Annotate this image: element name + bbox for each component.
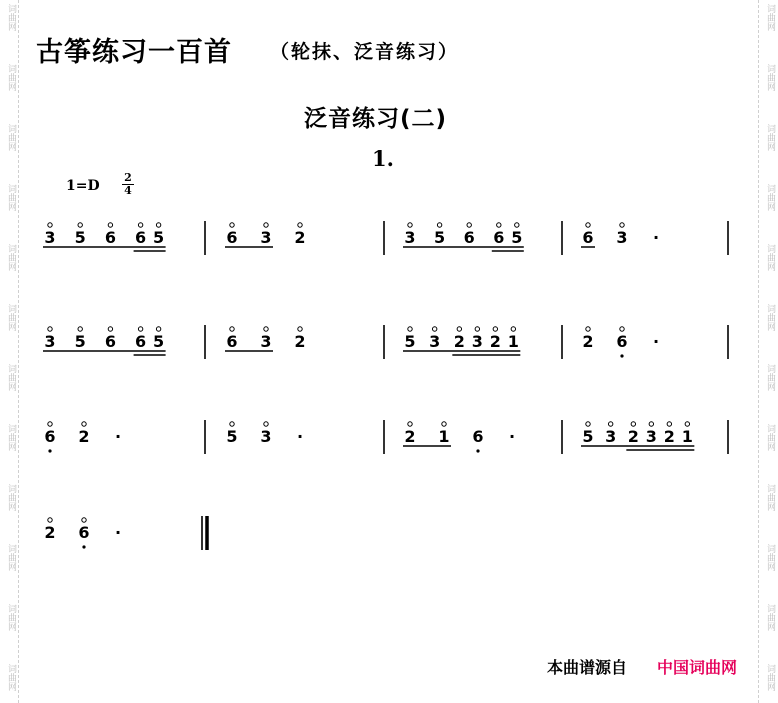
harmonic-circle xyxy=(230,422,234,426)
note-digit: 3 xyxy=(471,332,483,351)
augmentation-dot: · xyxy=(652,228,660,247)
note-digit: 6 xyxy=(135,332,147,351)
note-digit: 2 xyxy=(78,427,90,446)
harmonic-circle xyxy=(156,327,160,331)
harmonic-circle xyxy=(586,327,590,331)
watermark-text: 词曲网 xyxy=(6,664,16,691)
note-digit: 3 xyxy=(44,228,56,247)
harmonic-circle xyxy=(82,518,86,522)
watermark-text: 词曲网 xyxy=(6,124,16,151)
source-site-link[interactable]: 中国词曲网 xyxy=(657,658,738,677)
watermark-text: 词曲网 xyxy=(765,604,775,631)
watermark-text: 词曲网 xyxy=(765,184,775,211)
note-digit: 3 xyxy=(44,332,56,351)
harmonic-circle xyxy=(586,422,590,426)
watermark-text: 词曲网 xyxy=(6,244,16,271)
augmentation-dot: · xyxy=(114,427,122,446)
watermark-text: 词曲网 xyxy=(765,124,775,151)
harmonic-circle xyxy=(515,223,519,227)
harmonic-circle xyxy=(493,327,497,331)
harmonic-circle xyxy=(78,223,82,227)
watermark-text: 词曲网 xyxy=(765,64,775,91)
augmentation-dot: · xyxy=(114,523,122,542)
harmonic-circle xyxy=(408,422,412,426)
note-digit: 2 xyxy=(294,228,306,247)
octave-dot xyxy=(82,545,85,548)
note-digit: 6 xyxy=(104,332,116,351)
watermark-text: 词曲网 xyxy=(6,544,16,571)
note-digit: 2 xyxy=(453,332,465,351)
note-digit: 2 xyxy=(489,332,501,351)
source-label: 本曲谱源自 xyxy=(547,658,628,677)
watermark-text: 词曲网 xyxy=(765,4,775,31)
harmonic-circle xyxy=(475,327,479,331)
note-digit: 2 xyxy=(663,427,675,446)
octave-dot xyxy=(476,449,479,452)
note-digit: 2 xyxy=(294,332,306,351)
note-digit: 6 xyxy=(472,427,484,446)
note-digit: 5 xyxy=(74,332,86,351)
watermark-text: 词曲网 xyxy=(6,64,16,91)
harmonic-circle xyxy=(497,223,501,227)
harmonic-circle xyxy=(467,223,471,227)
harmonic-circle xyxy=(511,327,515,331)
augmentation-dot: · xyxy=(508,427,516,446)
page-title: 古筝练习一百首 xyxy=(36,37,232,68)
note-digit: 6 xyxy=(582,228,594,247)
note-digit: 5 xyxy=(226,427,238,446)
harmonic-circle xyxy=(586,223,590,227)
note-digit: 2 xyxy=(404,427,416,446)
note-digit: 2 xyxy=(627,427,639,446)
piece-title: 泛音练习(二) xyxy=(304,106,448,132)
note-digit: 5 xyxy=(404,332,416,351)
harmonic-circle xyxy=(608,422,612,426)
note-digit: 2 xyxy=(582,332,594,351)
note-digit: 6 xyxy=(226,332,238,351)
harmonic-circle xyxy=(48,422,52,426)
note-digit: 1 xyxy=(681,427,693,446)
augmentation-dot: · xyxy=(296,427,304,446)
harmonic-circle xyxy=(408,327,412,331)
harmonic-circle xyxy=(649,422,653,426)
note-digit: 3 xyxy=(260,427,272,446)
harmonic-circle xyxy=(620,327,624,331)
note-digit: 5 xyxy=(153,228,165,247)
note-digit: 3 xyxy=(260,228,272,247)
harmonic-circle xyxy=(138,327,142,331)
harmonic-circle xyxy=(432,327,436,331)
watermark-text: 词曲网 xyxy=(765,544,775,571)
page-subtitle: （轮抹、泛音练习） xyxy=(270,41,460,63)
harmonic-circle xyxy=(620,223,624,227)
note-digit: 5 xyxy=(511,228,523,247)
watermark-text: 词曲网 xyxy=(6,184,16,211)
harmonic-circle xyxy=(298,223,302,227)
note-digit: 3 xyxy=(645,427,657,446)
watermark-text: 词曲网 xyxy=(6,484,16,511)
watermark-text: 词曲网 xyxy=(765,664,775,691)
note-digit: 3 xyxy=(605,427,617,446)
harmonic-circle xyxy=(437,223,441,227)
harmonic-circle xyxy=(156,223,160,227)
octave-dot xyxy=(48,449,51,452)
harmonic-circle xyxy=(298,327,302,331)
note-digit: 6 xyxy=(226,228,238,247)
harmonic-circle xyxy=(230,223,234,227)
harmonic-circle xyxy=(108,223,112,227)
harmonic-circle xyxy=(264,327,268,331)
watermark-text: 词曲网 xyxy=(6,604,16,631)
watermark-text: 词曲网 xyxy=(765,484,775,511)
augmentation-dot: · xyxy=(652,332,660,351)
watermark-text: 词曲网 xyxy=(6,364,16,391)
watermark-text: 词曲网 xyxy=(765,364,775,391)
note-digit: 6 xyxy=(78,523,90,542)
watermark-text: 词曲网 xyxy=(765,244,775,271)
note-digit: 2 xyxy=(44,523,56,542)
harmonic-circle xyxy=(264,422,268,426)
harmonic-circle xyxy=(442,422,446,426)
harmonic-circle xyxy=(48,223,52,227)
watermark-text: 词曲网 xyxy=(765,304,775,331)
note-digit: 5 xyxy=(74,228,86,247)
note-digit: 5 xyxy=(582,427,594,446)
octave-dot xyxy=(620,354,623,357)
note-digit: 3 xyxy=(616,228,628,247)
harmonic-circle xyxy=(138,223,142,227)
note-digit: 3 xyxy=(404,228,416,247)
watermark-text: 词曲网 xyxy=(765,424,775,451)
harmonic-circle xyxy=(264,223,268,227)
note-digit: 6 xyxy=(616,332,628,351)
time-signature-top: 2 xyxy=(124,171,132,184)
harmonic-circle xyxy=(108,327,112,331)
harmonic-circle xyxy=(48,327,52,331)
piece-number: 1. xyxy=(372,146,394,171)
harmonic-circle xyxy=(408,223,412,227)
note-digit: 6 xyxy=(135,228,147,247)
harmonic-circle xyxy=(82,422,86,426)
note-digit: 6 xyxy=(104,228,116,247)
key-signature: 1=D xyxy=(66,178,100,194)
note-digit: 1 xyxy=(438,427,450,446)
harmonic-circle xyxy=(457,327,461,331)
harmonic-circle xyxy=(685,422,689,426)
note-digit: 5 xyxy=(434,228,446,247)
harmonic-circle xyxy=(48,518,52,522)
harmonic-circle xyxy=(667,422,671,426)
harmonic-circle xyxy=(230,327,234,331)
note-digit: 6 xyxy=(493,228,505,247)
watermark-text: 词曲网 xyxy=(6,304,16,331)
note-digit: 5 xyxy=(153,332,165,351)
note-digit: 1 xyxy=(507,332,519,351)
watermark-text: 词曲网 xyxy=(6,424,16,451)
note-digit: 6 xyxy=(44,427,56,446)
time-signature-bottom: 4 xyxy=(124,184,132,197)
watermark-text: 词曲网 xyxy=(6,4,16,31)
harmonic-circle xyxy=(78,327,82,331)
harmonic-circle xyxy=(631,422,635,426)
note-digit: 6 xyxy=(463,228,475,247)
note-digit: 3 xyxy=(260,332,272,351)
note-digit: 3 xyxy=(429,332,441,351)
